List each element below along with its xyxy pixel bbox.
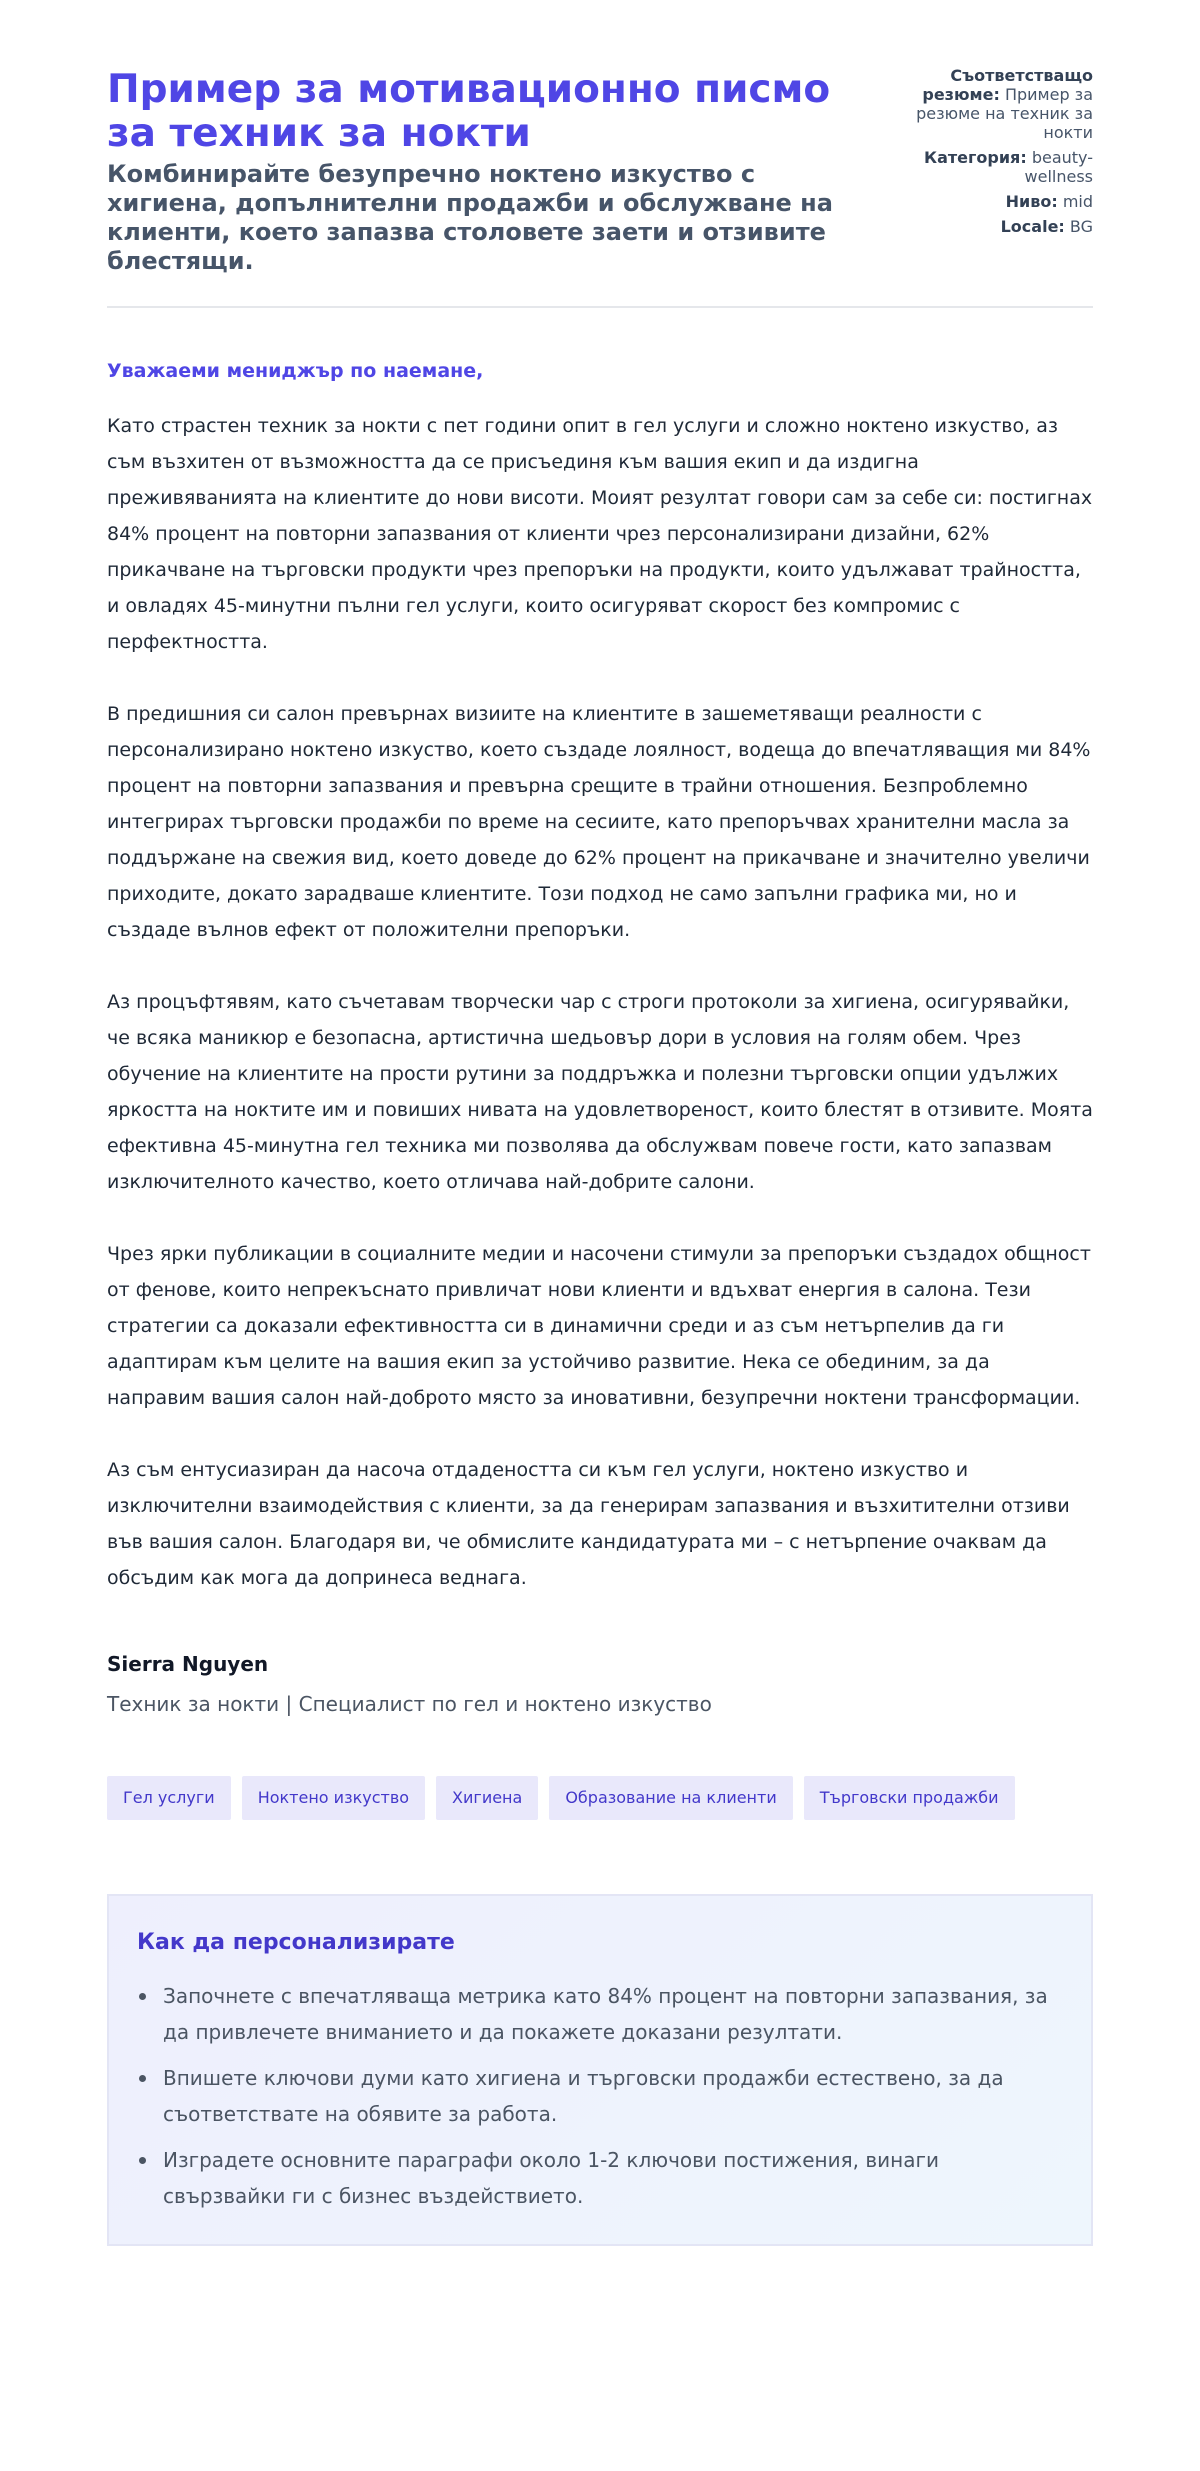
header-title-block [107,62,867,276]
meta-level [898,192,1093,211]
meta-level-key: Ниво: [1005,192,1058,211]
letter-greeting: Уважаеми мениджър по наемане, [107,360,484,382]
customization-tips-box [107,1894,1093,2246]
tips-item [137,2060,1063,2132]
tag-gel-services: Гел услуги [107,1776,231,1820]
bullet-icon [139,2075,146,2082]
tag-retail-sales: Търговски продажби [804,1776,1015,1820]
meta-level-value: mid [1062,192,1093,211]
page-header [107,62,1093,308]
letter-paragraph: Чрез ярки публикации в социалните медии и насочени стимули за препоръки създадох общност от фенове, които непрекъснато привличат нови клиенти и вдъхват енергия в салона. Тези стратегии са доказали ефективността си в динамични среди и аз съм нетърпелив да ги адаптирам към целите на вашия екип за устойчиво развитие. Нека се обединим, за да направим вашия салон най-доброто място за иновативни, безупречни ноктени трансформации. [107,1243,1091,1409]
bullet-icon [139,1993,146,2000]
meta-resume-key: Съответстващо резюме: [922,66,1093,104]
page-title: Пример за мотивационно писмо за техник за нокти [107,67,831,156]
meta-resume-value: Пример за резюме на техник за нокти [916,85,1093,142]
signature-title: Техник за нокти | Специалист по гел и ноктено изкуство [107,1692,712,1716]
signature-block [107,1650,1093,1718]
letter-section [107,358,1093,1596]
letter-paragraph: Аз съм ентусиазиран да насоча отдадеността си към гел услуги, ноктено изкуство и изключителни взаимодействия с клиенти, за да генерирам запазвания и възхитителни отзиви във вашия салон. Благодаря ви, че обмислите кандидатурата ми – с нетърпение очаквам да обсъдим как мога да допринеса веднага. [107,1459,1070,1589]
skill-tags [107,1776,1093,1820]
tips-item-text: Впишете ключови думи като хигиена и търговски продажби естествено, за да съответствате на обявите за работа. [163,2066,1004,2126]
signature-name: Sierra Nguyen [107,1652,269,1676]
bullet-icon [139,2157,146,2164]
tips-list [137,1978,1063,2214]
tag-hygiene: Хигиена [436,1776,538,1820]
meta-resume [898,66,1093,142]
meta-category-key: Категория: [924,148,1027,167]
letter-paragraph: Аз процъфтявям, като съчетавам творчески чар с строги протоколи за хигиена, осигурявайки, че всяка маникюр е безопасна, артистична шедьовър дори в условия на голям обем. Чрез обучение на клиентите на прости рутини за поддръжка и полезни търговски опции удължих яркостта на ноктите им и повиших нивата на удовлетвореност, които блестят в отзивите. Моята ефективна 45-минутна гел техника ми позволява да обслужвам повече гости, като запазвам изключителното качество, което отличава най-добрите салони. [107,991,1093,1193]
tag-nail-art: Ноктено изкуство [242,1776,425,1820]
tips-item-text: Започнете с впечатляваща метрика като 84% процент на повторни запазвания, за да привлечете вниманието и да покажете доказани резултати. [163,1984,1048,2044]
meta-category [898,148,1093,186]
letter-body [107,408,1093,1596]
meta-panel [898,66,1093,242]
tips-item [137,2142,1063,2214]
letter-paragraph: Като страстен техник за нокти с пет години опит в гел услуги и сложно ноктено изкуство, аз съм възхитен от възможността да се присъединя към вашия екип и да издигна преживяванията на клиентите до нови висоти. Моият резултат говори сам за себе си: постигнах 84% процент на повторни запазвания от клиенти чрез персонализирани дизайни, 62% прикачване на търговски продукти чрез препоръки на продукти, които удължават трайността, и овладях 45-минутни пълни гел услуги, които осигуряват скорост без компромис с перфектността. [107,415,1093,653]
page-subtitle: Комбинирайте безупречно ноктено изкуство с хигиена, допълнителни продажби и обслужване на клиенти, което запазва столовете заети и отзивите блестящи. [107,160,833,275]
tips-item [137,1978,1063,2050]
tag-client-education: Образование на клиенти [549,1776,792,1820]
meta-category-value: beauty-wellness [1024,148,1093,186]
meta-locale-key: Locale: [1000,217,1065,236]
letter-paragraph: В предишния си салон превърнах визиите на клиентите в зашеметяващи реалности с персонализирано ноктено изкуство, което създаде лоялност, водеща до впечатляващия ми 84% процент на повторни запазвания и превърна срещите в трайни отношения. Безпроблемно интегрирах търговски продажби по време на сесиите, като препоръчвах хранителни масла за поддържане на свежия вид, което доведе до 62% процент на прикачване и значително увеличи приходите, докато зарадваше клиентите. Този подход не само запълни графика ми, но и създаде вълнов ефект от положителни препоръки. [107,703,1091,941]
meta-locale-value: BG [1069,217,1093,236]
tips-item-text: Изградете основните параграфи около 1-2 ключови постижения, винаги свързвайки ги с бизнес въздействието. [163,2148,939,2208]
meta-locale [898,217,1093,236]
tips-title: Как да персонализирате [137,1930,455,1955]
